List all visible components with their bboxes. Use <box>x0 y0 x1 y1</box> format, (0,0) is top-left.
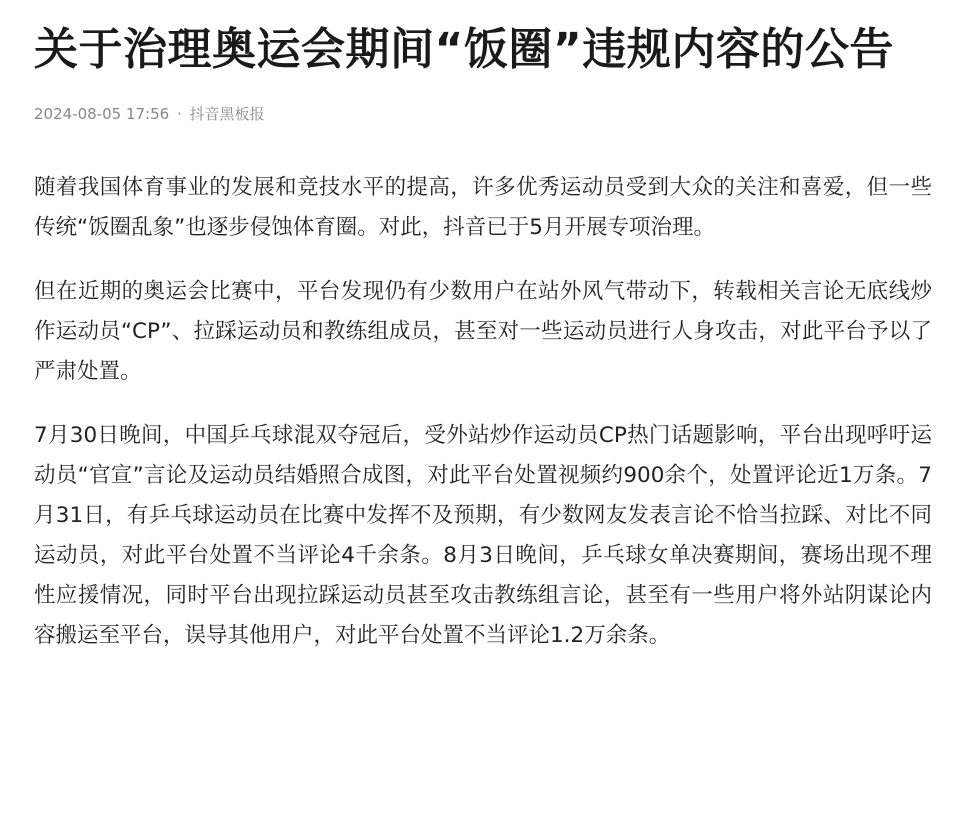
publish-date: 2024-08-05 17:56 <box>34 105 170 123</box>
article-body <box>34 168 932 656</box>
article-meta <box>34 104 932 124</box>
paragraph-3: 7月30日晚间，中国乒乓球混双夺冠后，受外站炒作运动员CP热门话题影响，平台出现呼吁运动员“官宣”言论及运动员结婚照合成图，对此平台处置视频约900余个，处置评论近1万条。7月31日，有乒乓球运动员在比赛中发挥不及预期，有少数网友发表言论不恰当拉踩、对比不同运动员，对此平台处置不当评论4千余条。8月3日晚间，乒乓球女单决赛期间，赛场出现不理性应援情况，同时平台出现拉踩运动员甚至攻击教练组言论，甚至有一些用户将外站阴谋论内容搬运至平台，误导其他用户，对此平台处置不当评论1.2万余条。 <box>34 423 932 648</box>
paragraph-1: 随着我国体育事业的发展和竞技水平的提高，许多优秀运动员受到大众的关注和喜爱，但一些传统“饭圈乱象”也逐步侵蚀体育圈。对此，抖音已于5月开展专项治理。 <box>34 175 932 240</box>
source-name[interactable]: 抖音黑板报 <box>189 105 265 123</box>
paragraph-2: 但在近期的奥运会比赛中，平台发现仍有少数用户在站外风气带动下，转载相关言论无底线炒作运动员“CP”、拉踩运动员和教练组成员，甚至对一些运动员进行人身攻击，对此平台予以了严肃处置。 <box>34 279 932 384</box>
article-title: 关于治理奥运会期间“饭圈”违规内容的公告 <box>34 24 894 75</box>
meta-separator: · <box>176 105 182 123</box>
